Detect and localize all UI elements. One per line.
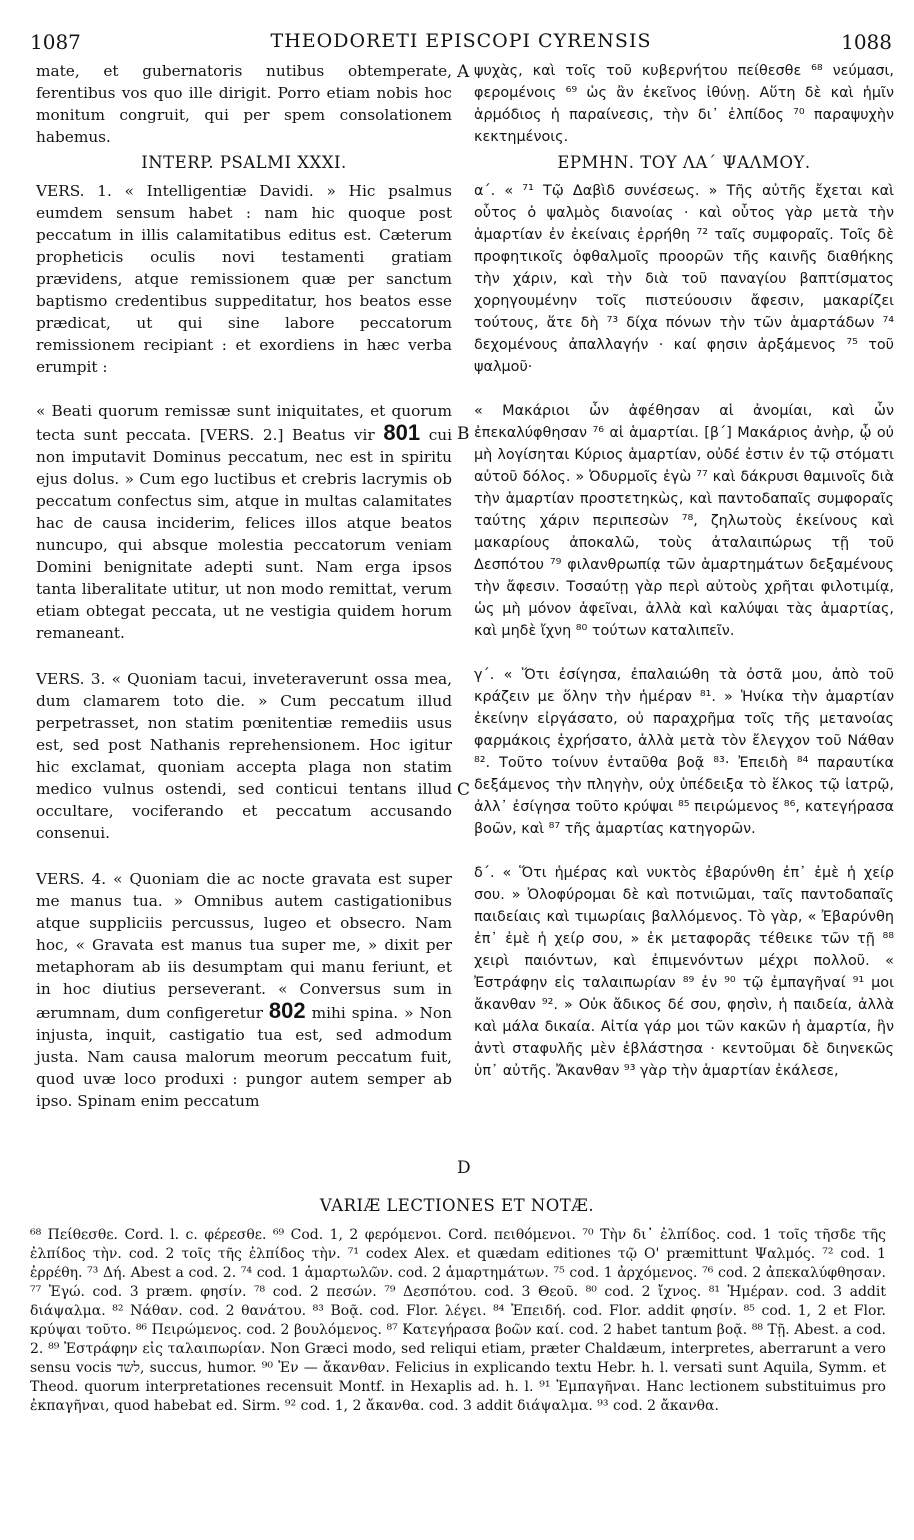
spacer	[36, 644, 452, 668]
spacer	[474, 840, 894, 862]
latin-column	[36, 60, 452, 1112]
greek-column	[474, 60, 894, 1082]
spacer	[36, 844, 452, 868]
latin-paragraph: mate, et gubernatoris nutibus obtemperate, ferentibus vos quo ille dirigit. Porro etiam nobis hoc monitum congruit, qui per spem consolationem habemus.	[36, 62, 452, 146]
running-title: THEODORETI EPISCOPI CYRENSIS	[270, 30, 652, 52]
latin-text: cui non imputavit Dominus peccatum, nec est in spiritu ejus dolus. » Cum ego luctibus et crebris lacrymis ob peccatum confectus sim, atque in multas calamitates hac de causa inciderim, felices illos atque beatos nuncupo, qui absque molestia peccatorum veniam Domini benignitate adepti sunt. Nam erga ipsos tanta liberalitate utitur, ut non modo remittat, verum etiam obtegat peccata, ut ne vestigia quidem horum remaneant.	[36, 426, 452, 642]
margin-letter-d: D	[457, 1158, 471, 1178]
latin-text: « Beati quorum remissæ sunt iniquitates, et quorum tecta sunt peccata. [VERS. 2.] Beatus vir	[36, 402, 452, 444]
latin-text: mihi spina. » Non injusta, inquit, castigatio tua est, sed admodum justa. Nam causa malorum meorum peccatum fuit, quod uvæ loco produxi : pungor autem semper ab ipso. Spinam enim peccatum	[36, 1004, 452, 1110]
latin-text: VERS. 4. « Quoniam die ac nocte gravata est super me manus tua. » Omnibus autem castigationibus atque suppliciis percussus, lugeo et obsecro. Nam hoc, « Gravata est manus tua super me, » dixit per metaphoram ab iis desumptam qui manu feriunt, et in hoc diutius perseverant. « Conversus sum in ærumnam, dum configeretur	[36, 870, 452, 1022]
margin-letter-b: B	[457, 424, 470, 444]
greek-paragraph: « Μακάριοι ὧν ἀφέθησαν αἱ ἀνομίαι, καὶ ὧν ἐπεκαλύφθησαν ⁷⁶ αἱ ἁμαρτίαι. [β´] Μακάριος ἀνὴρ, ᾧ οὐ μὴ λογίσηται Κύριος ἁμαρτίαν, οὐδέ ἐστιν ἐν τῷ στόματι αὐτοῦ δόλος. » Ὀδυρμοῖς ἐγὼ ⁷⁷ καὶ δάκρυσι θαμινοῖς διὰ τὴν ἁμαρτίαν προστετηκὼς, καὶ παντοδαπαῖς συμφοραῖς ταύτης χάριν περιπεσὼν ⁷⁸, ζηλωτοὺς ἐκείνους καὶ μακαρίους ἀποκαλῶ, τοὺς ἀταλαιπώρως τῇ τοῦ Δεσπότου ⁷⁹ φιλανθρωπίᾳ τῶν ἁμαρτημάτων δεξαμένους τὴν ἄφεσιν. Τοσαύτῃ γὰρ περὶ αὐτοὺς χρῆται φιλοτιμίᾳ, ὡς μὴ μόνον ἀφεῖναι, ἀλλὰ καὶ καλύψαι τὰς ἁμαρτίας, καὶ μηδὲ ἴχνη ⁸⁰ τούτων καταλιπεῖν.	[474, 403, 894, 639]
margin-letter-a: A	[457, 62, 470, 82]
margin-letter-c: C	[457, 780, 471, 800]
latin-section-title: INTERP. PSALMI XXXI.	[141, 153, 347, 172]
greek-paragraph: α´. « ⁷¹ Τῷ Δαβὶδ συνέσεως. » Τῆς αὐτῆς ἔχεται καὶ οὗτος ὁ ψαλμὸς διανοίας · καὶ οὗτος γὰρ μετὰ τὴν ἁμαρτίαν ἐν ἐκείναις ἐρρήθη ⁷² ταῖς συμφοραῖς. Τοῖς δὲ προφητικοῖς ὀφθαλμοῖς προορῶν τῆς καινῆς διαθήκης τὴν χάριν, καὶ τὴν διὰ τοῦ παναγίου βαπτίσματος χορηγουμένην τοῖς πιστεύουσιν ἄφεσιν, μακαρίζει τούτους, ἅτε δὴ ⁷³ δίχα πόνων τὴν τῶν ἁμαρτάδων ⁷⁴ δεχομένους ἀπαλλαγήν · καί φησιν ἀρξάμενος ⁷⁵ τοῦ ψαλμοῦ·	[474, 183, 894, 375]
column-number: 801	[383, 420, 421, 445]
page-header	[30, 30, 892, 58]
notes-title: VARIÆ LECTIONES ET NOTÆ.	[319, 1196, 595, 1215]
greek-paragraph: ψυχὰς, καὶ τοῖς τοῦ κυβερνήτου πείθεσθε ⁶⁸ νεύμασι, φερομένοις ⁶⁹ ὡς ἂν ἐκεῖνος ἰθύνῃ. Αὕτη δὲ καὶ ἡμῖν ἁρμόδιος ἡ παραίνεσις, τὴν δι᾿ ἐλπίδος ⁷⁰ παραψυχὴν κεκτημένοις.	[474, 63, 894, 145]
column-number: 802	[268, 998, 306, 1023]
latin-paragraph: VERS. 3. « Quoniam tacui, inveteraverunt ossa mea, dum clamarem toto die. » Cum peccatum illud perpetrasset, non statim pœnitentiæ remediis usus est, sed post Nathanis reprehensionem. Hoc igitur hic exclamat, quoniam accepta plaga non statim medico vulnus ostendi, sed conticui tentans illud occultare, vociferando et peccatum accusando consenui.	[36, 670, 452, 842]
latin-paragraph	[36, 400, 452, 644]
page-number-left: 1087	[30, 30, 81, 54]
greek-paragraph: γ´. « Ὅτι ἐσίγησα, ἐπαλαιώθη τὰ ὀστᾶ μου, ἀπὸ τοῦ κράζειν με ὅλην τὴν ἡμέραν ⁸¹. » Ἡνίκα τὴν ἁμαρτίαν ἐκείνην εἰργάσατο, οὐ παραχρῆμα τοῖς τῆς μετανοίας φαρμάκοις ἐχρήσατο, ἀλλὰ μετὰ τὸν ἔλεγχον τοῦ Νάθαν ⁸². Τοῦτο τοίνυν ἐνταῦθα βοᾷ ⁸³· Ἐπειδὴ ⁸⁴ παραυτίκα δεξάμενος τὴν πληγὴν, οὐχ ὑπέδειξα τὸ ἕλκος τῷ ἰατρῷ, ἀλλ᾿ ἐσίγησα τοῦτο κρύψαι ⁸⁵ πειρώμενος ⁸⁶, κατεγήρασα βοῶν, καὶ ⁸⁷ τῆς ἁμαρτίας κατηγορῶν.	[474, 667, 894, 837]
greek-section-title: ΕΡΜΗΝ. ΤΟΥ ΛΑ´ ΨΑΛΜΟΥ.	[557, 153, 811, 172]
greek-paragraph: δ´. « Ὅτι ἡμέρας καὶ νυκτὸς ἐβαρύνθη ἐπ᾿ ἐμὲ ἡ χείρ σου. » Ὀλοφύρομαι δὲ καὶ ποτνιῶμαι, ταῖς παντοδαπαῖς παιδείαις καὶ τιμωρίαις βαλλόμενος. Τὸ γὰρ, « Ἐβαρύνθη ἐπ᾿ ἐμὲ ἡ χείρ σου, » ἐκ μεταφορᾶς τέθεικε τῶν τῇ ⁸⁸ χειρὶ παιόντων, καὶ ἐπιμενόντων μέχρι πολλοῦ. « Ἐστράφην εἰς ταλαιπωρίαν ⁸⁹ ἐν ⁹⁰ τῷ ἐμπαγῆναί ⁹¹ μοι ἄκανθαν ⁹². » Οὐκ ἄδικος δέ σου, φησὶν, ἡ παιδεία, ἀλλὰ καὶ μάλα δικαία. Αἰτία γάρ μοι τῶν κακῶν ἡ ἁμαρτία, ἣν ἀντὶ σταφυλῆς μὲν ἐβλάστησα · κεντοῦμαι δὲ διηνεκῶς ὑπ᾿ αὐτῆς. Ἄκανθαν ⁹³ γὰρ τὴν ἁμαρτίαν ἐκάλεσε,	[474, 865, 894, 1079]
spacer	[36, 378, 452, 400]
notes-text: ⁶⁸ Πείθεσθε. Cord. l. c. φέρεσθε. ⁶⁹ Cod. 1, 2 φερόμενοι. Cord. πειθόμενοι. ⁷⁰ Τὴν δι᾿ ἐλπίδος. cod. 1 τοῖς τῆσδε τῆς ἐλπίδος τὴν. cod. 2 τοῖς τῆς ἐλπίδος τὴν. ⁷¹ codex Alex. et quædam editiones τῷ O' præmittunt Ψαλμός. ⁷² cod. 1 ἐρρέθη. ⁷³ Δή. Abest a cod. 2. ⁷⁴ cod. 1 ἁμαρτωλῶν. cod. 2 ἁμαρτημάτων. ⁷⁵ cod. 1 ἀρχόμενος. ⁷⁶ cod. 2 ἀπεκαλύφθησαν. ⁷⁷ Ἐγώ. cod. 3 præm. φησίν. ⁷⁸ cod. 2 πεσών. ⁷⁹ Δεσπότου. cod. 3 Θεοῦ. ⁸⁰ cod. 2 ἴχνος. ⁸¹ Ἡμέραν. cod. 3 addit διάψαλμα. ⁸² Νάθαν. cod. 2 θανάτου. ⁸³ Βοᾷ. cod. Flor. λέγει. ⁸⁴ Ἐπειδή. cod. Flor. addit φησίν. ⁸⁵ cod. 1, 2 et Flor. κρύψαι τοῦτο. ⁸⁶ Πειρώμενος. cod. 2 βουλόμενος. ⁸⁷ Κατεγήρασα βοῶν καί. cod. 2 habet tantum βοᾷ. ⁸⁸ Τῇ. Abest. a cod. 2. ⁸⁹ Ἐστράφην εἰς ταλαιπωρίαν. Non Græci modo, sed reliqui etiam, præter Chaldæum, interpretes, aberrarunt a vero sensu vocis לשד, succus, humor. ⁹⁰ Ἐν — ἄκανθαν. Felicius in explicando textu Hebr. h. l. versati sunt Aquila, Symm. et Theod. quorum interpretationes recensuit Montf. in Hexaplis ad. h. l. ⁹¹ Ἐμπαγῆναι. Hanc lectionem substituimus pro ἐκπαγῆναι, quod habebat ed. Sirm. ⁹² cod. 1, 2 ἄκανθα. cod. 3 addit διάψαλμα. ⁹³ cod. 2 ἄκανθα.	[30, 1227, 886, 1414]
page-number-right: 1088	[841, 30, 892, 54]
latin-paragraph: VERS. 1. « Intelligentiæ Davidi. » Hic psalmus eumdem sensum habet : nam hic quoque post peccatum in illis calamitatibus editus est. Cæterum propheticis oculis novi testamenti gratiam prævidens, atque remissionem quæ per sanctum baptismo credentibus suppeditatur, hos beatos esse prædicat, ut qui sine labore peccatorum remissionem recipiant : et exordiens in hæc verba erumpit :	[36, 182, 452, 376]
latin-paragraph	[36, 868, 452, 1112]
spacer	[474, 642, 894, 664]
spacer	[474, 378, 894, 400]
